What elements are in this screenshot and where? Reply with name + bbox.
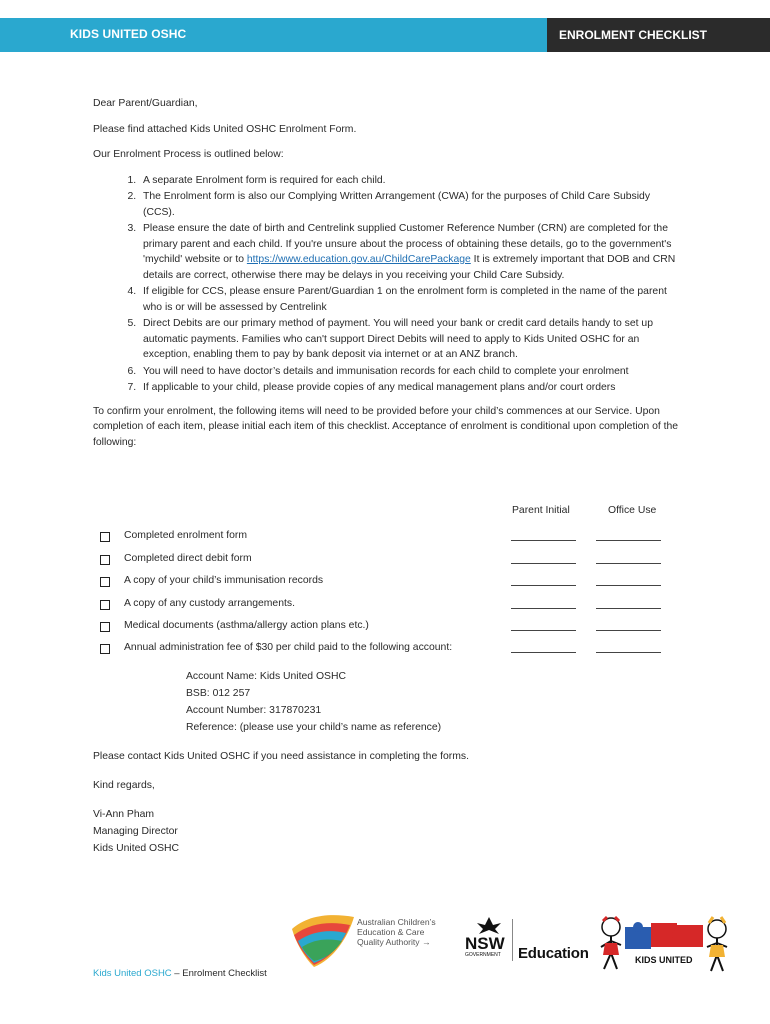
office-use-field[interactable] [596, 563, 661, 564]
acecqa-line: Australian Children’s [357, 917, 436, 927]
parent-initial-field[interactable] [511, 540, 576, 541]
checkbox[interactable] [100, 532, 110, 542]
acecqa-logo-icon [290, 911, 356, 969]
account-reference: Reference: (please use your child’s name as reference) [186, 722, 442, 733]
letter-body [93, 96, 683, 460]
confirm-paragraph: To confirm your enrolment, the following items will need to be provided before your child’s commences at our Service. Upon completion of each item, please initial each item of this checklist. Acceptance of enrolment is conditional upon completion of the following: [93, 405, 679, 448]
step-text-continued: It is extremely important that DOB and CRN details are correct, otherwise there may be delays in you receiving your Child Care Subsidy. [143, 254, 676, 281]
step-item: 5. Direct Debits are our primary method of payment. You will need your bank or credit card details handy to set up automatic payments. Families who can't support Direct Debits will need to apply to Kids United OSHC for an exception, enabling them to pay by bank deposit via internet or at an ANZ branch. [139, 316, 683, 363]
office-use-field[interactable] [596, 652, 661, 653]
parent-initial-field[interactable] [511, 563, 576, 564]
column-header-office: Office Use [608, 505, 657, 516]
step-item: 4. If eligible for CCS, please ensure Parent/Guardian 1 on the enrolment form is completed in the name of the parent who is or will be assessed by Centrelink [139, 284, 683, 315]
step-item [139, 221, 683, 283]
waratah-icon [467, 915, 511, 935]
checklist-row [100, 642, 670, 658]
header-document-tag: ENROLMENT CHECKLIST [547, 18, 770, 52]
checkbox[interactable] [100, 577, 110, 587]
acecqa-line: Education & Care [357, 927, 425, 937]
checklist-row [100, 620, 670, 636]
kids-united-wordmark: KIDS UNITED [635, 955, 693, 965]
signatory-name: Vi-Ann Pham [93, 809, 155, 820]
account-name: Account Name: Kids United OSHC [186, 671, 346, 682]
signatory-title: Managing Director [93, 826, 178, 837]
acecqa-line: Quality Authority → [357, 937, 431, 947]
checklist-row [100, 598, 670, 614]
checklist-row [100, 575, 670, 591]
signatory-org: Kids United OSHC [93, 843, 180, 854]
header-brand: KIDS UNITED OSHC [70, 27, 187, 41]
step-item: 2. The Enrolment form is also our Complying Written Arrangement (CWA) for the purposes of Child Care Subsidy (CCS). [139, 189, 683, 220]
step-text: Please ensure the date of birth and Centrelink supplied Customer Reference Number (CRN) are completed for the primary parent and each child. If you're unsure about the process of obtaining these details, go to the government's 'mychild' website or to [143, 223, 672, 265]
office-use-field[interactable] [596, 540, 661, 541]
account-details [186, 668, 441, 736]
checklist-row [100, 530, 670, 546]
checklist-label: A copy of any custody arrangements. [124, 598, 295, 609]
checkbox[interactable] [100, 555, 110, 565]
greeting: Dear Parent/Guardian, [93, 98, 198, 109]
step-item: 7. If applicable to your child, please provide copies of any medical management plans and/or court orders [139, 380, 683, 396]
office-use-field[interactable] [596, 608, 661, 609]
footer [93, 968, 267, 979]
process-intro: Our Enrolment Process is outlined below: [93, 149, 284, 160]
footer-doc: – Enrolment Checklist [171, 968, 267, 979]
contact-line: Please contact Kids United OSHC if you need assistance in completing the forms. [93, 751, 469, 762]
partner-logos [290, 905, 760, 975]
footer-org: Kids United OSHC [93, 968, 172, 979]
checklist-label: Completed direct debit form [124, 553, 252, 564]
childcare-package-link[interactable]: https://www.education.gov.au/ChildCarePackage [246, 254, 471, 265]
column-header-parent: Parent Initial [512, 505, 570, 516]
step-item: 1. A separate Enrolment form is required for each child. [139, 173, 683, 189]
kids-united-logo-icon [595, 913, 735, 975]
nsw-sub: GOVERNMENT [465, 952, 501, 958]
checkbox[interactable] [100, 600, 110, 610]
office-use-field[interactable] [596, 585, 661, 586]
checklist-row [100, 553, 670, 569]
education-wordmark: Education [518, 945, 589, 962]
step-item: 6. You will need to have doctor’s details and immunisation records for each child to complete your enrolment [139, 364, 683, 380]
checklist-label: Annual administration fee of $30 per child paid to the following account: [124, 642, 453, 653]
checklist-label: A copy of your child’s immunisation records [124, 575, 324, 586]
account-bsb: BSB: 012 257 [186, 688, 251, 699]
acecqa-wordmark [357, 917, 436, 947]
regards: Kind regards, [93, 780, 155, 791]
parent-initial-field[interactable] [511, 608, 576, 609]
checkbox[interactable] [100, 644, 110, 654]
account-number: Account Number: 317870231 [186, 705, 322, 716]
nsw-government-logo [465, 915, 511, 959]
process-steps [93, 173, 683, 396]
checklist-label: Completed enrolment form [124, 530, 248, 541]
closing [93, 748, 693, 857]
intro: Please find attached Kids United OSHC Enrolment Form. [93, 123, 357, 135]
parent-initial-field[interactable] [511, 630, 576, 631]
checklist-label: Medical documents (asthma/allergy action plans etc.) [124, 620, 369, 631]
parent-initial-field[interactable] [511, 585, 576, 586]
header-bar [0, 18, 770, 52]
office-use-field[interactable] [596, 630, 661, 631]
nsw-wordmark: NSW [465, 934, 505, 953]
parent-initial-field[interactable] [511, 652, 576, 653]
checkbox[interactable] [100, 622, 110, 632]
logo-divider [512, 919, 513, 961]
